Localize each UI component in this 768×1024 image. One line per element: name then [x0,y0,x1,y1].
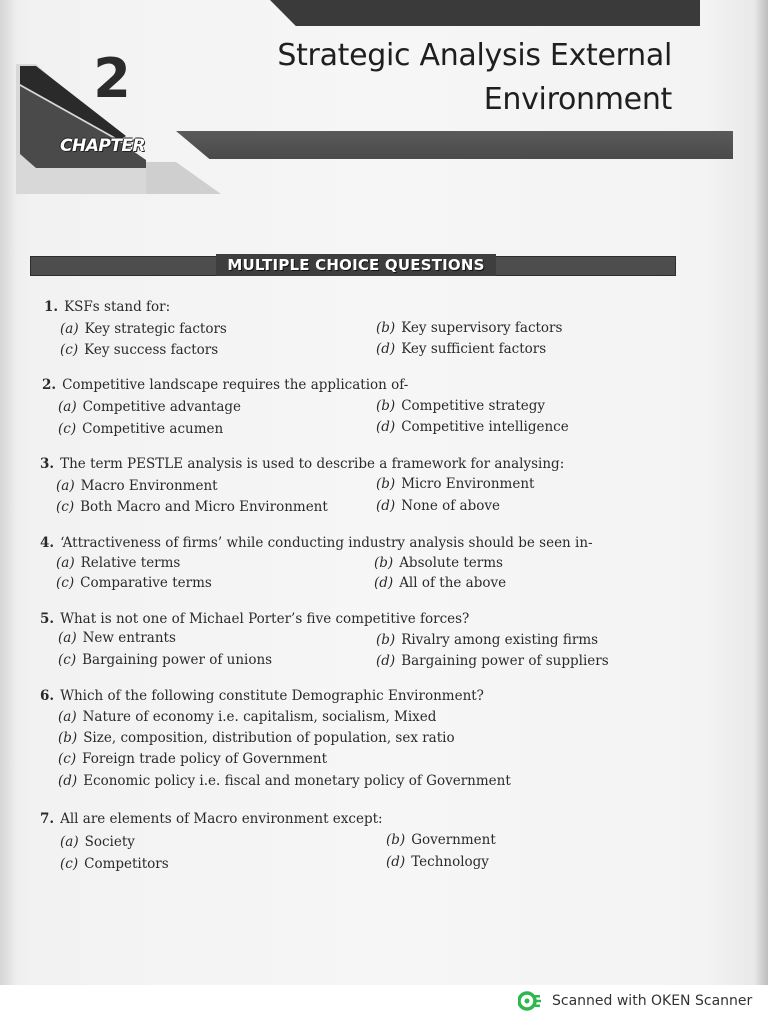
option-c: (c) Foreign trade policy of Government [58,751,327,767]
question-stem: 5. What is not one of Michael Porter’s five competitive forces? [40,611,470,627]
chapter-label: CHAPTER [60,136,146,156]
option-a: (a) Society [60,834,135,850]
question-5 [40,609,680,675]
question-stem: 4. ‘Attractiveness of firms’ while conducting industry analysis should be seen in- [40,535,593,551]
option-a: (a) Nature of economy i.e. capitalism, socialism, Mixed [58,709,437,725]
option-a: (a) New entrants [58,630,176,646]
page-right-shadow [754,0,768,985]
question-1 [44,297,644,363]
option-c: (c) Key success factors [60,342,219,358]
question-2 [42,375,662,441]
option-a: (a) Key strategic factors [60,321,227,337]
question-stem: 6. Which of the following constitute Demographic Environment? [40,688,484,704]
question-7 [40,809,680,875]
option-a: (a) Macro Environment [56,478,218,494]
question-6 [40,686,680,796]
option-b: (b) Competitive strategy [376,398,546,414]
title-line-1: Strategic Analysis External [277,38,672,73]
page-left-edge [0,0,16,985]
question-stem [44,297,644,318]
option-a: (a) Relative terms [56,555,181,571]
question-stem: 2. Competitive landscape requires the application of- [42,377,409,393]
question-stem: 3. The term PESTLE analysis is used to describe a framework for analysing: [40,456,565,472]
option-b: (b) Micro Environment [376,476,535,492]
option-c: (c) Both Macro and Micro Environment [56,499,328,515]
option-d: (d) None of above [376,498,500,514]
option-d: (d) Key sufficient factors [376,341,547,357]
option-c: (c) Comparative terms [56,575,212,591]
chapter-number: 2 [93,47,131,110]
question-3 [40,454,680,520]
question-stem: 7. All are elements of Macro environment except: [40,811,383,827]
option-d: (d) Bargaining power of suppliers [376,653,609,669]
scanner-watermark-text: Scanned with OKEN Scanner [552,993,753,1009]
option-a: (a) Competitive advantage [58,399,242,415]
question-4 [40,533,680,599]
option-d: (d) Economic policy i.e. fiscal and monetary policy of Government [58,773,511,789]
question-number: 1. [44,299,59,315]
section-title: MULTIPLE CHOICE QUESTIONS [216,254,496,276]
option-b: (b) Government [386,832,496,848]
option-d: (d) Technology [386,854,489,870]
option-b: (b) Size, composition, distribution of population, sex ratio [58,730,455,746]
option-c: (c) Competitors [60,856,169,872]
option-b: (b) Key supervisory factors [376,320,563,336]
option-d: (d) All of the above [374,575,507,591]
option-d: (d) Competitive intelligence [376,419,569,435]
top-decorative-band [270,0,700,26]
header-bar [176,131,733,159]
option-c: (c) Bargaining power of unions [58,652,273,668]
option-b: (b) Absolute terms [374,555,503,571]
option-b: (b) Rivalry among existing firms [376,632,599,648]
oken-scanner-logo-icon [518,991,542,1011]
option-c: (c) Competitive acumen [58,421,224,437]
question-text: KSFs stand for: [64,299,171,315]
title-line-2: Environment [483,82,672,117]
page-title [202,34,672,122]
